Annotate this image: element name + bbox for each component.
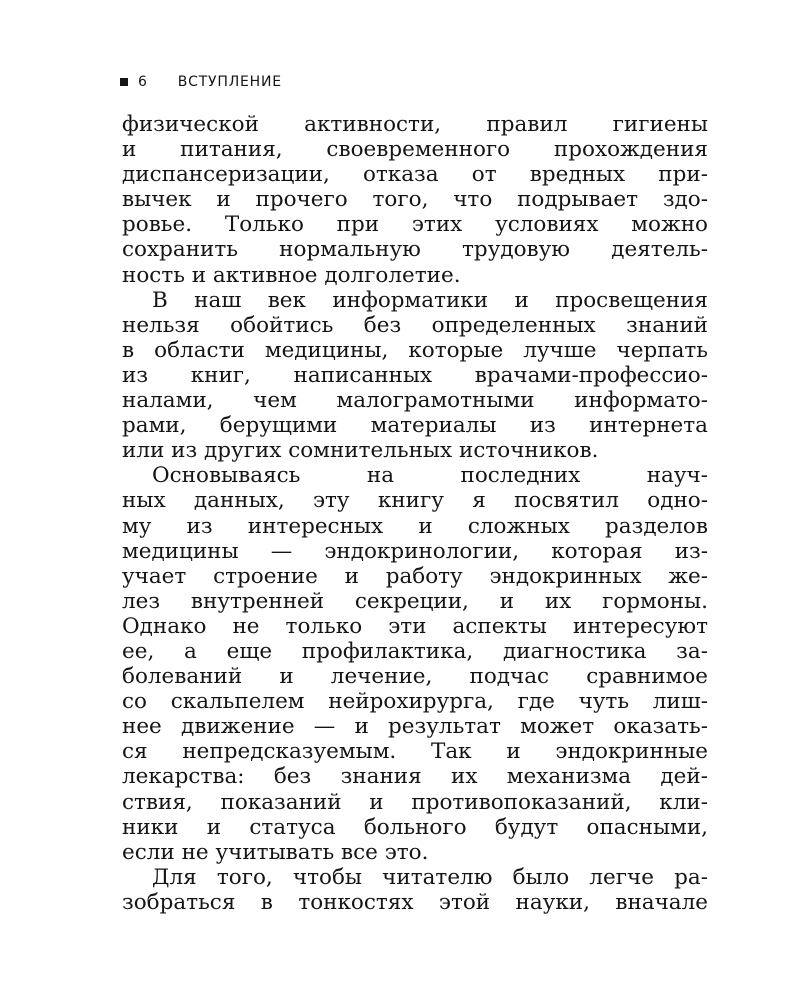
paragraph	[122, 463, 708, 865]
square-bullet-icon	[120, 78, 128, 86]
text-line: му из интересных и сложных разделов	[122, 513, 708, 539]
text-line: Основываясь на последних науч-	[152, 463, 708, 489]
text-line: нее движение — и результат может оказать-	[122, 714, 708, 740]
page-number: 6	[138, 74, 148, 90]
text-line: ее, а еще профилактика, диагностика за-	[122, 638, 708, 664]
text-line: ники и статуса больного будут опасными,	[122, 814, 708, 840]
text-line: из книг, написанных врачами-профессио-	[122, 362, 708, 388]
text-line: в области медицины, которые лучше черпать	[122, 337, 708, 363]
running-head	[120, 70, 282, 94]
text-line: болеваний и лечение, подчас сравнимое	[122, 664, 708, 690]
section-title: ВСТУПЛЕНИЕ	[177, 74, 282, 90]
paragraph	[122, 865, 708, 915]
text-line: со скальпелем нейрохирурга, где чуть лиш-	[122, 689, 708, 715]
text-line: ность и активное долголетие.	[122, 262, 461, 288]
text-line: лекарства: без знания их механизма дей-	[122, 764, 708, 790]
text-line: Однако не только эти аспекты интересуют	[122, 613, 708, 639]
text-line: и питания, своевременного прохождения	[122, 137, 708, 163]
text-line: учает строение и работу эндокринных же-	[122, 563, 708, 589]
text-line: лез внутренней секреции, и их гормоны.	[122, 588, 708, 614]
text-line: рами, берущими материалы из интернета	[122, 413, 708, 439]
text-line: медицины — эндокринологии, которая из-	[122, 538, 708, 564]
text-line: сохранить нормальную трудовую деятель-	[122, 237, 708, 263]
text-line: диспансеризации, отказа от вредных при-	[122, 162, 708, 188]
text-line: физической активности, правил гигиены	[122, 112, 708, 137]
text-line: ствия, показаний и противопоказаний, кли-	[122, 789, 708, 815]
text-line: ных данных, эту книгу я посвятил одно-	[122, 488, 708, 514]
text-line: вычек и прочего того, что подрывает здо-	[122, 187, 708, 213]
paragraph	[122, 288, 708, 464]
paragraph	[122, 112, 708, 288]
text-line: В наш век информатики и просвещения	[152, 287, 708, 313]
text-line: ся непредсказуемым. Так и эндокринные	[122, 739, 708, 765]
text-line: нельзя обойтись без определенных знаний	[122, 312, 708, 338]
text-line: Для того, чтобы читателю было легче ра-	[152, 864, 708, 890]
text-line: зобраться в тонкостях этой науки, вначале	[122, 889, 708, 915]
text-line: налами, чем малограмотными информато-	[122, 388, 708, 414]
text-line: ровье. Только при этих условиях можно	[122, 212, 708, 238]
text-line: или из других сомнительных источников.	[122, 438, 599, 464]
body-text	[122, 112, 708, 915]
text-line: если не учитывать все это.	[122, 839, 429, 865]
